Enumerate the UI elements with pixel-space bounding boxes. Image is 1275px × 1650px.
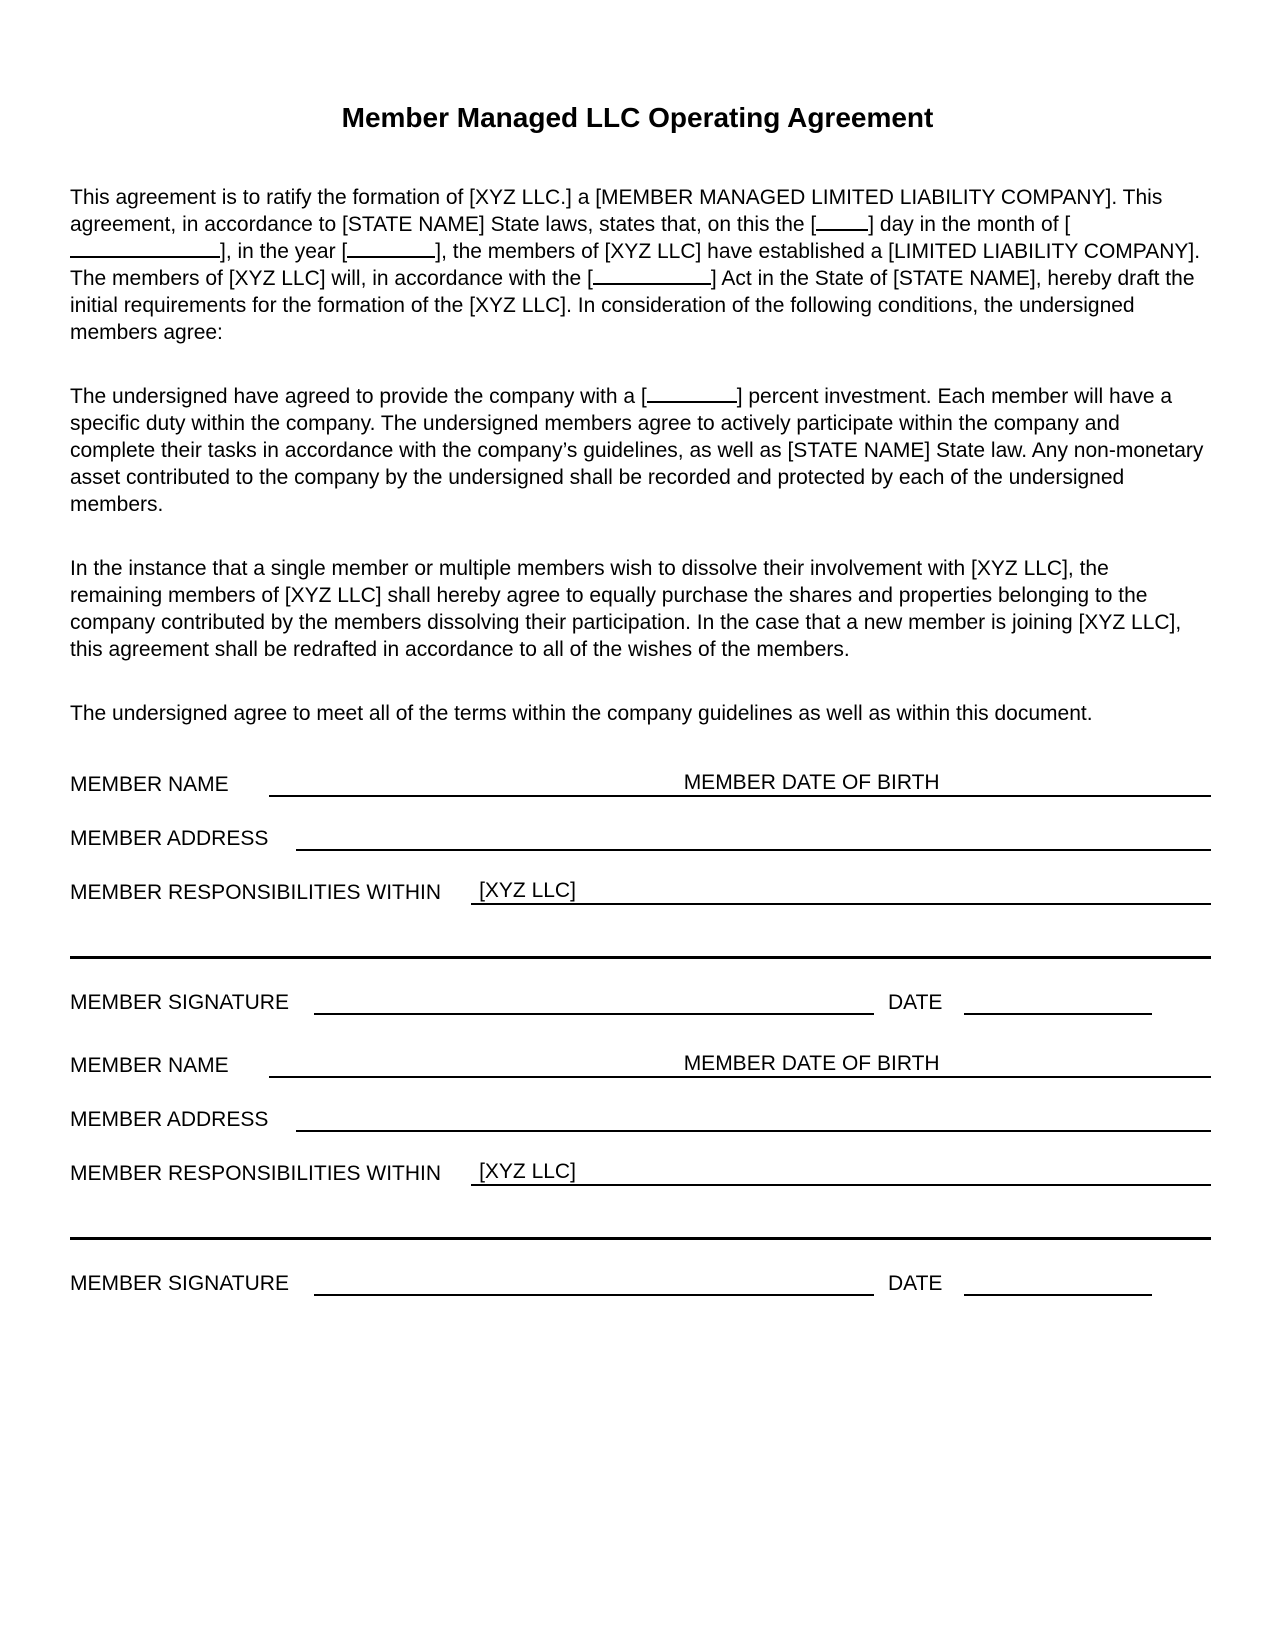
paragraph-agreement: The undersigned agree to meet all of the terms within the company guidelines as well as within this document. — [70, 702, 1093, 725]
member-address-label: MEMBER ADDRESS — [70, 827, 269, 850]
member-form-section — [70, 764, 1211, 1296]
member-block-1 — [70, 764, 1211, 1015]
member-block-2 — [70, 1045, 1211, 1296]
member-responsibilities-company: [XYZ LLC] — [479, 879, 576, 902]
paragraph-dissolution: In the instance that a single member or multiple members wish to dissolve their involvement with [XYZ LLC], the remaining members of [XYZ LLC] shall hereby agree to equally purchase the shares and properties belonging to the company contributed by the members dissolving their participation. In the case that a new member is joining [XYZ LLC], this agreement shall be redrafted in accordance to all of the wishes of the members. — [70, 557, 1182, 661]
member-address-line[interactable] — [296, 1130, 1211, 1132]
fill-in-blank[interactable] — [816, 211, 868, 231]
member-signature-line[interactable] — [314, 980, 874, 1015]
section-divider — [70, 956, 1211, 959]
member-signature-line[interactable] — [314, 1261, 874, 1296]
member-name-label: MEMBER NAME — [70, 1054, 229, 1077]
member-responsibilities-company: [XYZ LLC] — [479, 1160, 576, 1183]
member-address-row — [70, 1099, 1211, 1132]
date-line[interactable] — [964, 1261, 1152, 1296]
member-signature-label: MEMBER SIGNATURE — [70, 1272, 289, 1295]
member-dob-label: MEMBER DATE OF BIRTH — [683, 771, 940, 794]
member-responsibilities-label: MEMBER RESPONSIBILITIES WITHIN — [70, 881, 442, 904]
member-name-label: MEMBER NAME — [70, 773, 229, 796]
member-name-row — [70, 764, 1211, 797]
member-responsibilities-line[interactable] — [471, 1160, 1211, 1186]
member-dob-label: MEMBER DATE OF BIRTH — [683, 1052, 940, 1075]
member-name-line[interactable] — [269, 771, 1211, 797]
date-line[interactable] — [964, 980, 1152, 1015]
member-responsibilities-label: MEMBER RESPONSIBILITIES WITHIN — [70, 1162, 442, 1185]
member-address-line[interactable] — [296, 849, 1211, 851]
member-signature-label: MEMBER SIGNATURE — [70, 991, 289, 1014]
document-title: Member Managed LLC Operating Agreement — [341, 102, 934, 133]
paragraph-investment: The undersigned have agreed to provide the company with a [ ] percent investment. Each member will have a specific duty within the company. The undersigned members agree to actively participate within the company and complete their tasks in accordance with the company’s guidelines, as well as [STATE NAME] State law. Any non-monetary asset contributed to the company by the undersigned shall be recorded and protected by each of the undersigned members. — [70, 385, 1204, 516]
fill-in-blank[interactable] — [347, 238, 435, 258]
member-address-label: MEMBER ADDRESS — [70, 1108, 269, 1131]
member-signature-row — [70, 982, 1211, 1015]
member-signature-row — [70, 1263, 1211, 1296]
member-responsibilities-line[interactable] — [471, 879, 1211, 905]
fill-in-blank[interactable] — [647, 383, 737, 403]
date-label: DATE — [887, 991, 943, 1014]
fill-in-blank[interactable] — [593, 265, 711, 285]
member-address-row — [70, 818, 1211, 851]
section-divider — [70, 1237, 1211, 1240]
member-name-row — [70, 1045, 1211, 1078]
member-name-line[interactable] — [269, 1052, 1211, 1078]
member-responsibilities-row — [70, 1153, 1211, 1186]
date-label: DATE — [887, 1272, 943, 1295]
paragraph-formation: This agreement is to ratify the formation of [XYZ LLC.] a [MEMBER MANAGED LIMITED LIABILITY COMPANY]. This agreement, in accordance to [STATE NAME] State laws, states that, on this the [ ] day in the month of [], in the year [ ], the members of [XYZ LLC] have established a [LIMITED LIABILITY COMPANY]. The members of [XYZ LLC] will, in accordance with the [ ] Act in the State of [STATE NAME], hereby draft the initial requirements for the formation of the [XYZ LLC]. In consideration of the following conditions, the undersigned members agree: — [70, 186, 1201, 344]
fill-in-blank[interactable] — [70, 238, 220, 258]
member-responsibilities-row — [70, 872, 1211, 905]
